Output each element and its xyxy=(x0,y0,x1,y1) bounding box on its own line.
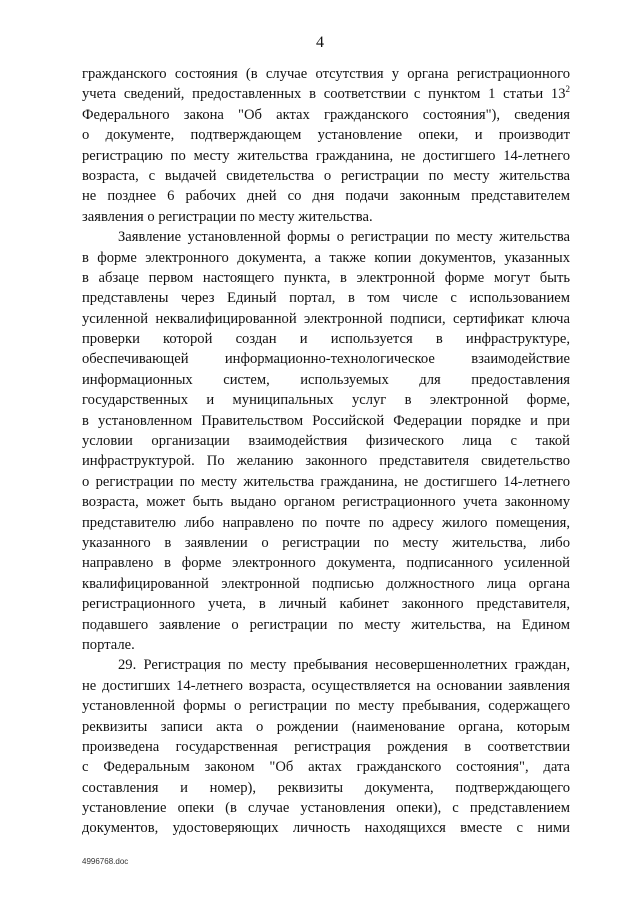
text-line: указанного в заявлении о регистрации по месту жительства, либо xyxy=(82,534,570,551)
paragraph-3 xyxy=(82,655,570,839)
text-line: установленной формы о регистрации по месту пребывания, содержащего xyxy=(82,698,570,715)
text-line: государственных и муниципальных услуг в электронной форме, xyxy=(82,392,570,409)
text-line: 29. Регистрация по месту пребывания несовершеннолетних граждан, xyxy=(118,657,570,674)
text-line: гражданского состояния (в случае отсутствия у органа регистрационного xyxy=(82,66,570,82)
text-line: условии организации взаимодействия физического лица с такой xyxy=(82,433,570,450)
text-line: инфраструктурой. По желанию законного представителя свидетельство xyxy=(82,453,570,470)
text-line: в форме электронного документа, а также копии документов, указанных xyxy=(82,249,570,266)
text-line: установление опеки (в случае установления опеки), с представлением xyxy=(82,800,570,817)
text-line: Федерального закона "Об актах гражданского состояния"), сведения xyxy=(82,106,570,123)
superscript: 2 xyxy=(565,84,570,95)
text-line-content: учета сведений, предоставленных в соответствии с пунктом 1 статьи 13 xyxy=(82,86,566,103)
text-line-with-superscript xyxy=(82,84,570,104)
text-line: обеспечивающей информационно-технологическое взаимодействие xyxy=(82,351,570,368)
footer-filename: 4996768.doc xyxy=(82,857,129,866)
text-line: о регистрации по месту жительства гражданина, не достигшего 14-летнего xyxy=(82,473,570,490)
text-line: проверки которой создан и используется в инфраструктуре, xyxy=(82,331,570,348)
text-line: направлено в форме электронного документа, подписанного усиленной xyxy=(82,555,570,572)
text-line: в установленном Правительством Российской Федерации порядке и при xyxy=(82,412,570,429)
text-line: в абзаце первом настоящего пункта, в электронной форме могут быть xyxy=(82,269,570,286)
text-line: Заявление установленной формы о регистрации по месту жительства xyxy=(118,229,570,246)
text-line: квалифицированной электронной подписью должностного лица органа xyxy=(82,575,570,592)
text-line: с Федеральным законом "Об актах гражданского состояния", дата xyxy=(82,759,570,776)
text-line: не позднее 6 рабочих дней со дня подачи законным представителем xyxy=(82,188,570,205)
text-line: составления и номер), реквизиты документа, подтверждающего xyxy=(82,779,570,796)
paragraph-2 xyxy=(82,227,570,655)
text-line: о документе, подтверждающем установление опеки, и производит xyxy=(82,127,570,144)
text-line: документов, удостоверяющих личность находящихся вместе с ними xyxy=(82,820,570,837)
paragraph-1 xyxy=(82,64,570,227)
text-line: усиленной неквалифицированной электронной подписи, сертификат ключа xyxy=(82,310,570,327)
text-line: подавшего заявление о регистрации по месту жительства, на Едином xyxy=(82,616,570,633)
text-line: регистрационного учета, в личный кабинет законного представителя, xyxy=(82,596,570,613)
text-line: произведена государственная регистрация рождения в соответствии xyxy=(82,738,570,755)
text-line: представлены через Единый портал, в том числе с использованием xyxy=(82,290,570,307)
text-line: не достигших 14-летнего возраста, осуществляется на основании заявления xyxy=(82,677,570,694)
document-body xyxy=(82,64,570,839)
text-line: реквизиты записи акта о рождении (наименование органа, которым xyxy=(82,718,570,735)
text-line: возраста, может быть выдано органом регистрационного учета законному xyxy=(82,494,570,511)
text-line: портале. xyxy=(82,636,135,653)
text-line: информационных систем, используемых для предоставления xyxy=(82,371,570,388)
text-line: регистрацию по месту жительства гражданина, не достигшего 14-летнего xyxy=(82,147,570,164)
text-line: возраста, с выдачей свидетельства о регистрации по месту жительства xyxy=(82,167,570,184)
text-line: представителю либо направлено по почте по адресу жилого помещения, xyxy=(82,514,570,531)
page-number: 4 xyxy=(316,34,324,51)
text-line: заявления о регистрации по месту жительства. xyxy=(82,208,373,225)
